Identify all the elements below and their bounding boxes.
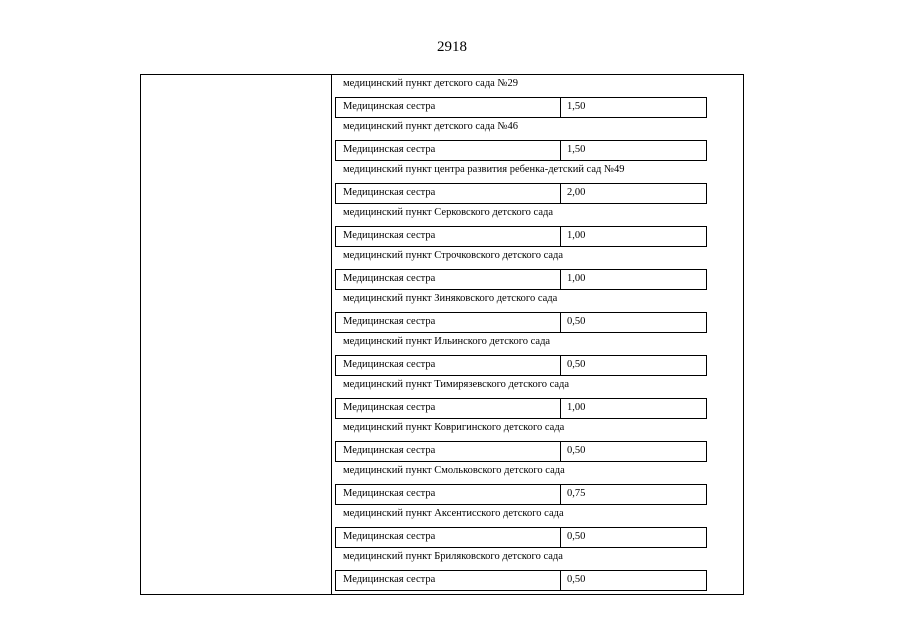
facility-name: медицинский пункт Ильинского детского сада	[343, 336, 551, 347]
staff-rate: 1,00	[567, 230, 586, 241]
staff-rate: 1,50	[567, 144, 586, 155]
facility-name: медицинский пункт Смольковского детского сада	[343, 465, 565, 476]
position-name: Медицинская сестра	[336, 184, 561, 203]
position-name: Медицинская сестра	[336, 313, 561, 332]
list-item	[335, 505, 707, 548]
staff-rate: 1,50	[567, 101, 586, 112]
facility-name: медицинский пункт детского сада №46	[343, 121, 518, 132]
list-item	[335, 75, 707, 118]
position-name: Медицинская сестра	[336, 356, 561, 375]
staff-rate: 0,50	[567, 359, 586, 370]
staff-rate: 0,50	[567, 531, 586, 542]
table-column-divider	[331, 74, 332, 595]
position-name: Медицинская сестра	[336, 399, 561, 418]
position-name: Медицинская сестра	[336, 141, 561, 160]
table-row	[335, 441, 707, 462]
table-row	[335, 398, 707, 419]
facility-name: медицинский пункт детского сада №29	[343, 78, 518, 89]
list-item	[335, 376, 707, 419]
table-row	[335, 570, 707, 591]
facility-name: медицинский пункт Бриляковского детского сада	[343, 551, 563, 562]
position-name: Медицинская сестра	[336, 442, 561, 461]
list-item	[335, 548, 707, 591]
page-number: 2918	[437, 39, 467, 55]
table-row	[335, 312, 707, 333]
table-row	[335, 97, 707, 118]
position-name: Медицинская сестра	[336, 528, 561, 547]
staff-rate: 2,00	[567, 187, 586, 198]
staff-rate: 1,00	[567, 402, 586, 413]
staff-list	[335, 75, 707, 591]
table-row	[335, 527, 707, 548]
list-item	[335, 161, 707, 204]
facility-name: медицинский пункт Серковского детского сада	[343, 207, 553, 218]
list-item	[335, 419, 707, 462]
staff-rate: 0,75	[567, 488, 586, 499]
list-item	[335, 247, 707, 290]
list-item	[335, 290, 707, 333]
facility-name: медицинский пункт Ковригинского детского сада	[343, 422, 565, 433]
position-name: Медицинская сестра	[336, 270, 561, 289]
table-row	[335, 269, 707, 290]
position-name: Медицинская сестра	[336, 485, 561, 504]
table-row	[335, 484, 707, 505]
table-row	[335, 226, 707, 247]
list-item	[335, 118, 707, 161]
list-item	[335, 333, 707, 376]
staff-rate: 0,50	[567, 574, 586, 585]
staff-rate: 0,50	[567, 316, 586, 327]
facility-name: медицинский пункт Аксентисского детского сада	[343, 508, 564, 519]
table-row	[335, 183, 707, 204]
position-name: Медицинская сестра	[336, 227, 561, 246]
staff-rate: 1,00	[567, 273, 586, 284]
table-row	[335, 140, 707, 161]
facility-name: медицинский пункт Зиняковского детского сада	[343, 293, 558, 304]
position-name: Медицинская сестра	[336, 98, 561, 117]
facility-name: медицинский пункт Строчковского детского сада	[343, 250, 564, 261]
list-item	[335, 462, 707, 505]
facility-name: медицинский пункт Тимирязевского детского сада	[343, 379, 570, 390]
staff-rate: 0,50	[567, 445, 586, 456]
facility-name: медицинский пункт центра развития ребенка-детский сад №49	[343, 164, 625, 175]
list-item	[335, 204, 707, 247]
table-row	[335, 355, 707, 376]
position-name: Медицинская сестра	[336, 571, 561, 590]
